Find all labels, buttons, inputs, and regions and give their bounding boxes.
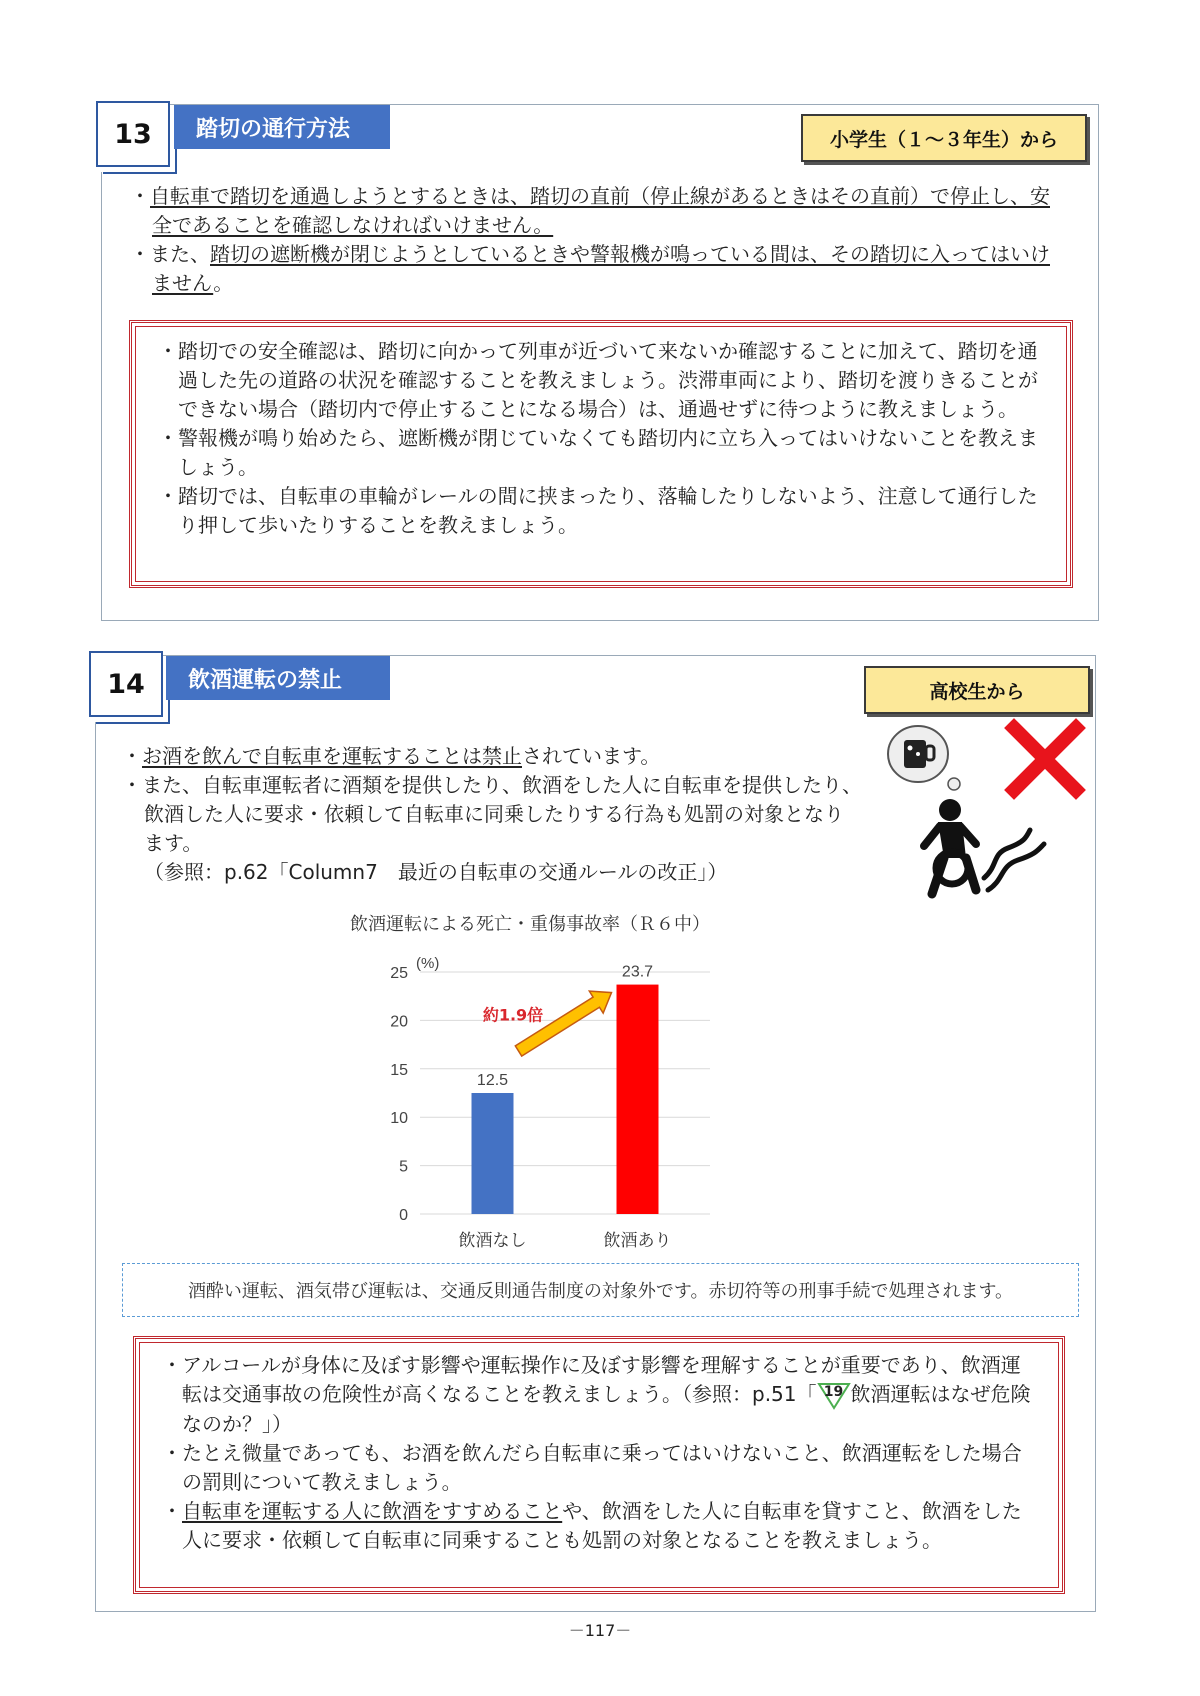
section-13-title: 踏切の通行方法: [174, 105, 390, 149]
drunk-cycling-illustration: [880, 718, 1090, 908]
section-13-rules: [130, 182, 1060, 298]
chart-title: 飲酒運転による死亡・重傷事故率（Ｒ６中）: [350, 914, 710, 935]
beer-mug-icon: [888, 726, 960, 790]
x-category-label: 飲酒なし: [458, 1231, 527, 1251]
rule-14-reference: （参照：p.62「Column7 最近の自転車の交通ルールの改正」）: [144, 860, 728, 884]
y-tick-label: 5: [399, 1158, 408, 1176]
section-14-note: 酒酔い運転、酒気帯び運転は、交通反則通告制度の対象外です。赤切符等の刑事手続で処理されます。: [122, 1263, 1079, 1317]
section-13-teacher-notes: [129, 320, 1073, 588]
teacher-note-14-1: ・アルコールが身体に及ぼす影響や運転操作に及ぼす影響を理解することが重要であり、飲酒運転は交通事故の危険性が高くなることを教えましょう。（参照：p.51「 19 飲酒運転はなぜ危険なのか？」）: [162, 1353, 1031, 1436]
rule-13-2: ・また、踏切の遮断機が閉じようとしているときや警報機が鳴っている間は、その踏切に入ってはいけません。: [130, 242, 1050, 295]
cyclist-icon: [924, 799, 1044, 894]
bar: [617, 985, 659, 1214]
teacher-note-13-2: ・警報機が鳴り始めたら、遮断機が閉じていなくても踏切内に立ち入ってはいけないことを教えましょう。: [158, 426, 1038, 479]
section-14-title: 飲酒運転の禁止: [166, 656, 390, 700]
section-14-teacher-notes: [133, 1336, 1065, 1594]
teacher-note-13-1: ・踏切での安全確認は、踏切に向かって列車が近づいて来ないか確認することに加えて、踏切を通過した先の道路の状況を確認することを教えましょう。渋滞車両により、踏切を渡りきることができない場合（踏切内で停止することになる場合）は、通過せずに待つように教えましょう。: [158, 339, 1038, 421]
prohibited-cross-icon: [1014, 728, 1076, 790]
y-tick-label: 10: [390, 1110, 408, 1128]
data-label: 12.5: [476, 1072, 509, 1089]
rule-13-1: ・自転車で踏切を通過しようとするときは、踏切の直前（停止線があるときはその直前）で停止し、安全であることを確認しなければいけません。: [130, 184, 1050, 237]
y-tick-label: 20: [390, 1013, 408, 1031]
section-14-number: 14: [89, 651, 163, 717]
section-14-grade-badge: 高校生から: [864, 666, 1090, 714]
section-13-grade-badge: 小学生（１～３年生）から: [801, 114, 1087, 162]
teacher-note-14-3: ・自転車を運転する人に飲酒をすすめることや、飲酒をした人に自転車を貸すこと、飲酒をした人に要求・依頼して自転車に同乗することも処罰の対象となることを教えましょう。: [162, 1498, 1022, 1552]
bar: [472, 1093, 514, 1214]
section-reference-19-icon[interactable]: 19: [817, 1382, 851, 1410]
x-category-label: 飲酒あり: [603, 1231, 672, 1251]
y-tick-label: 15: [390, 1061, 408, 1079]
data-label: 23.7: [621, 963, 654, 981]
section-13-number: 13: [96, 101, 170, 167]
ratio-annotation: 約1.9倍: [482, 1005, 544, 1025]
teacher-note-14-2: ・たとえ微量であっても、お酒を飲んだら自転車に乗ってはいけないこと、飲酒運転をした場合の罰則について教えましょう。: [162, 1440, 1022, 1494]
accident-rate-chart: [370, 948, 730, 1268]
rule-14-1: ・お酒を飲んで自転車を運転することは禁止されています。: [122, 744, 661, 768]
teacher-note-13-3: ・踏切では、自転車の車輪がレールの間に挟まったり、落輪したりしないよう、注意して通行したり押して歩いたりすることを教えましょう。: [158, 484, 1038, 537]
y-tick-label: 25: [390, 965, 408, 982]
section-14-rules: [122, 742, 862, 887]
y-tick-label: 0: [399, 1207, 408, 1224]
rule-14-2: ・また、自転車運転者に酒類を提供したり、飲酒をした人に自転車を提供したり、飲酒した人に要求・依頼して自転車に同乗したりする行為も処罰の対象となります。: [122, 773, 862, 855]
y-unit-label: (%): [416, 955, 440, 972]
page-number: －117－: [568, 1621, 632, 1640]
